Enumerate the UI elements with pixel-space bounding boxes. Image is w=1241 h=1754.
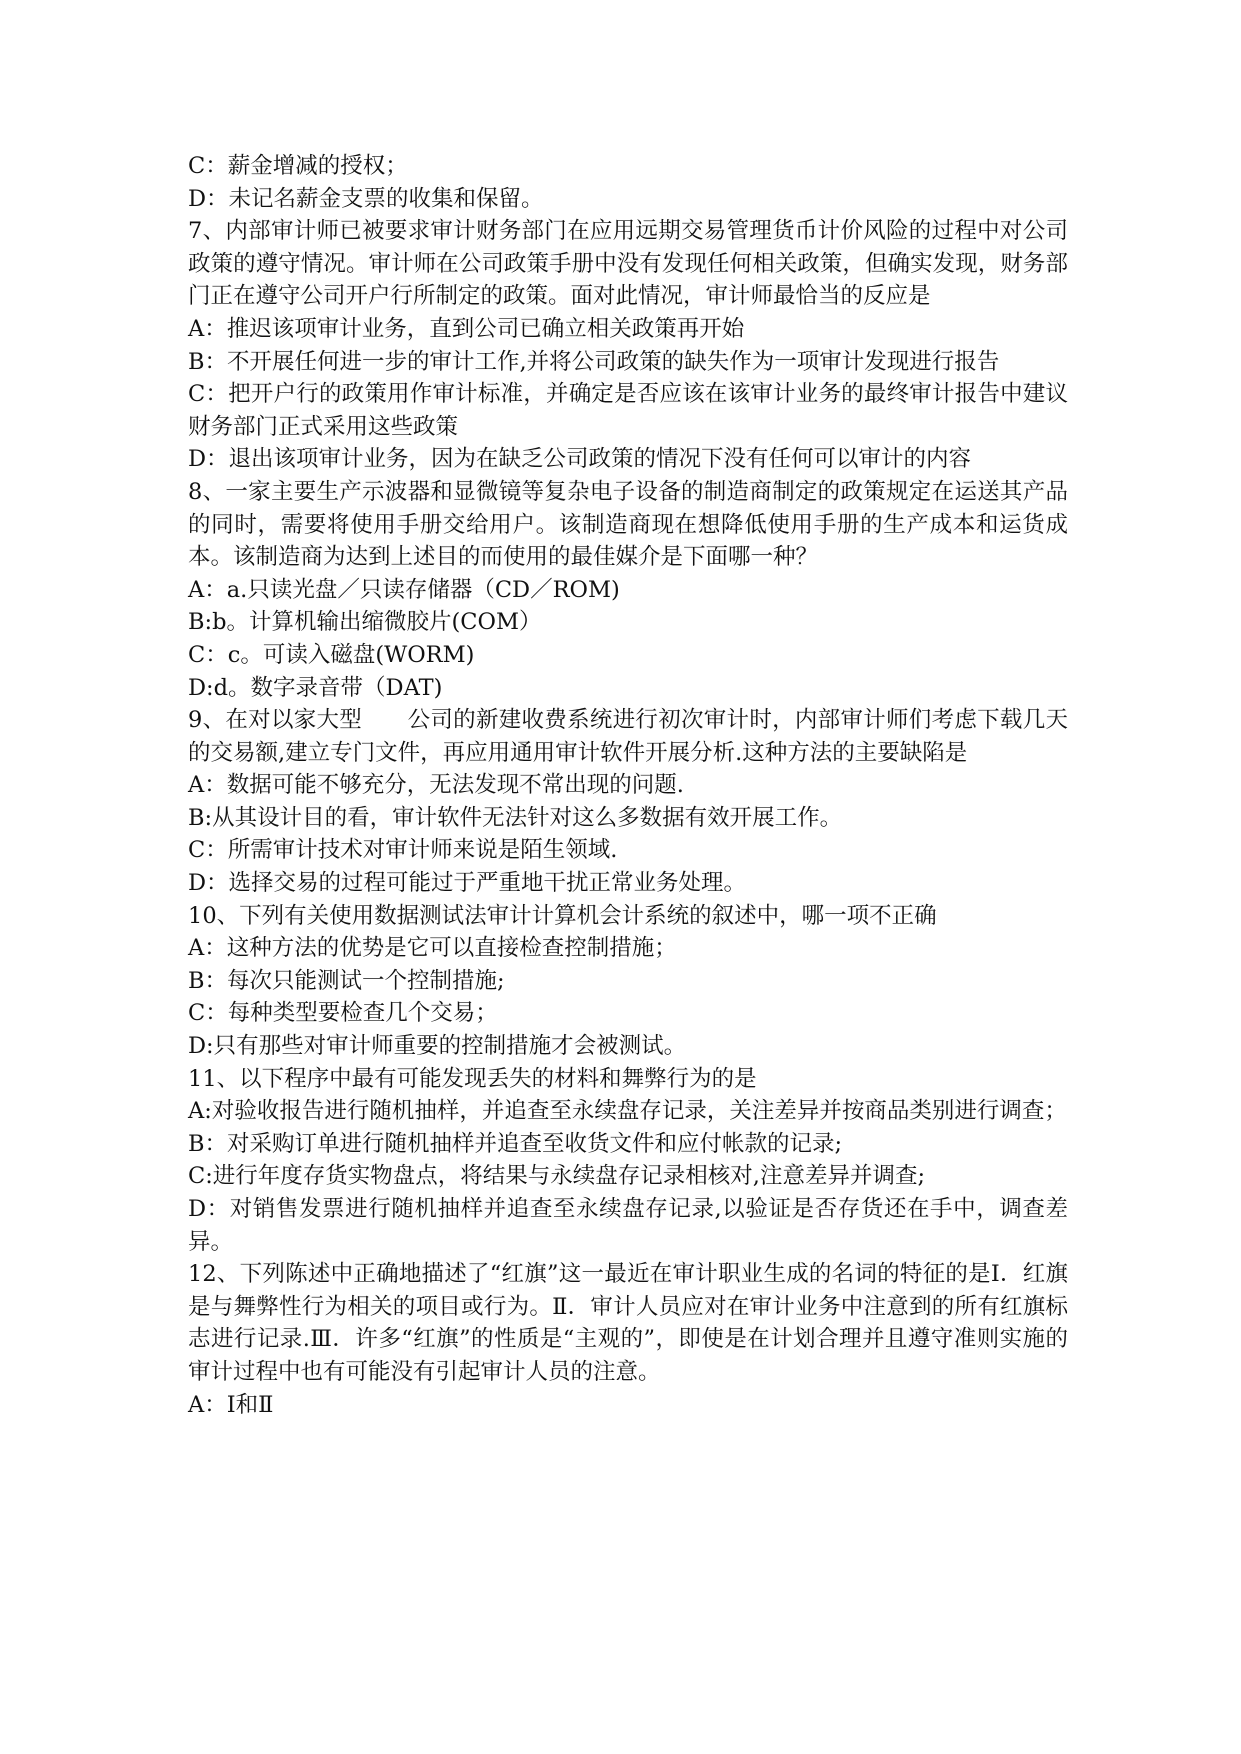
question-8-option-c: C：c。可读入磁盘(WORM) (188, 641, 475, 668)
question-7-option-d: D：退出该项审计业务，因为在缺乏公司政策的情况下没有任何可以审计的内容 (188, 446, 972, 473)
option-d-unnamed-checks: D：未记名薪金支票的收集和保留。 (188, 185, 544, 212)
question-11-option-b: B：对采购订单进行随机抽样并追查至收货文件和应付帐款的记录; (188, 1130, 843, 1157)
document-page (188, 150, 1068, 1421)
question-7: 7、内部审计师已被要求审计财务部门在应用远期交易管理货币计价风险的过程中对公司政策的遵守情况。审计师在公司政策手册中没有发现任何相关政策，但确实发现，财务部门正在遵守公司开户行所制定的政策。面对此情况，审计师最恰当的反应是 (188, 218, 1068, 310)
question-10-option-b: B：每次只能测试一个控制措施; (188, 967, 505, 994)
question-7-option-b: B：不开展任何进一步的审计工作,并将公司政策的缺失作为一项审计发现进行报告 (188, 348, 1000, 375)
question-11-option-d: D：对销售发票进行随机抽样并追查至永续盘存记录,以验证是否存货还在手中，调查差异。 (188, 1196, 1068, 1255)
question-11: 11、以下程序中最有可能发现丢失的材料和舞弊行为的是 (188, 1065, 757, 1092)
question-11-option-a: A:对验收报告进行随机抽样，并追查至永续盘存记录，关注差异并按商品类别进行调查； (188, 1098, 1067, 1125)
option-c-salary-authorization: C：薪金增减的授权； (188, 153, 408, 179)
question-10-option-c: C：每种类型要检查几个交易； (188, 1000, 498, 1027)
question-10-option-d: D:只有那些对审计师重要的控制措施才会被测试。 (188, 1033, 687, 1060)
question-8-option-d: D:d。数字录音带（DAT) (188, 674, 443, 701)
question-9-option-d: D：选择交易的过程可能过于严重地干扰正常业务处理。 (188, 870, 747, 897)
question-12: 12、下列陈述中正确地描述了“红旗”这一最近在审计职业生成的名词的特征的是Ⅰ．红旗是与舞弊性行为相关的项目或行为。Ⅱ．审计人员应对在审计业务中注意到的所有红旗标志进行记录.Ⅲ．许多“红旗”的性质是“主观的”，即使是在计划合理并且遵守准则实施的审计过程中也有可能没有引起审计人员的注意。 (188, 1261, 1068, 1385)
question-12-option-a: A：Ⅰ和Ⅱ (188, 1391, 274, 1418)
question-9-option-c: C：所需审计技术对审计师来说是陌生领域. (188, 837, 618, 864)
question-8-option-a: A：a.只读光盘／只读存储器（CD／ROM) (188, 576, 620, 603)
question-8: 8、一家主要生产示波器和显微镜等复杂电子设备的制造商制定的政策规定在运送其产品的同时，需要将使用手册交给用户。该制造商现在想降低使用手册的生产成本和运货成本。该制造商为达到上述目的而使用的最佳媒介是下面哪一种？ (188, 478, 1068, 571)
question-9: 9、在对以家大型 公司的新建收费系统进行初次审计时，内部审计师们考虑下载几天的交易额,建立专门文件，再应用通用审计软件开展分析.这种方法的主要缺陷是 (188, 707, 1068, 766)
question-8-option-b: B:b。计算机输出缩微胶片(COM） (188, 609, 542, 636)
question-11-option-c: C:进行年度存货实物盘点，将结果与永续盘存记录相核对,注意差异并调查; (188, 1163, 926, 1190)
question-7-option-a: A：推迟该项审计业务，直到公司已确立相关政策再开始 (188, 315, 745, 342)
question-10: 10、下列有关使用数据测试法审计计算机会计系统的叙述中，哪一项不正确 (188, 902, 937, 929)
question-9-option-a: A：数据可能不够充分，无法发现不常出现的问题. (188, 772, 684, 799)
question-7-option-c: C：把开户行的政策用作审计标准，并确定是否应该在该审计业务的最终审计报告中建议财务部门正式采用这些政策 (188, 381, 1068, 440)
question-9-option-b: B:从其设计目的看，审计软件无法针对这么多数据有效开展工作。 (188, 804, 843, 831)
question-10-option-a: A：这种方法的优势是它可以直接检查控制措施； (188, 935, 677, 962)
